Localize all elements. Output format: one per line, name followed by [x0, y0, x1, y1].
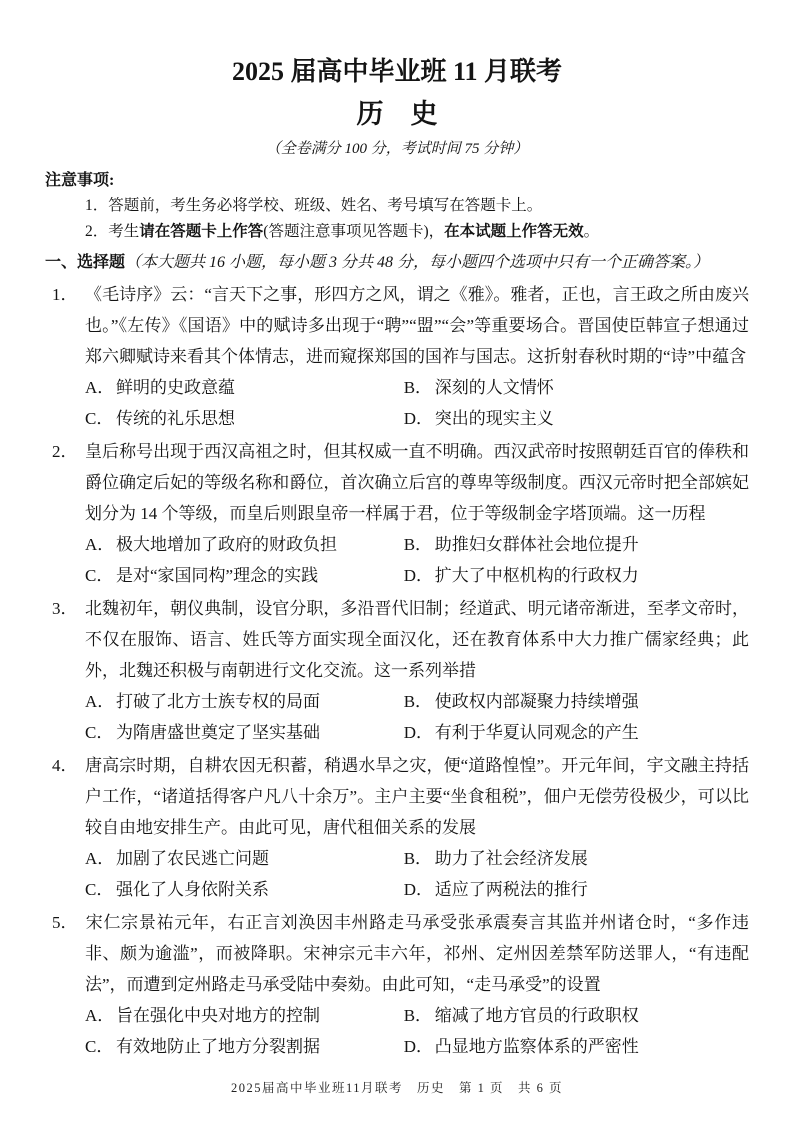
option-label: B．	[403, 692, 433, 711]
question-text: 北魏初年，朝仪典制，设官分职，多沿晋代旧制；经道武、明元诸帝渐进，至孝文帝时，不仅在服饰、语言、姓氏等方面实现全面汉化，还在教育体系中大力推广儒家经典；此外，北魏还积极与南朝进行文化交流。这一系列举措	[85, 599, 749, 680]
option-row	[85, 560, 749, 591]
option-row	[85, 1000, 749, 1031]
option-b	[404, 686, 749, 717]
question-number: 5．	[52, 913, 78, 932]
question-stem	[45, 907, 749, 1000]
option-a	[85, 372, 404, 403]
option-b	[404, 529, 749, 560]
option-text: 强化了人身依附关系	[116, 880, 269, 899]
question-stem	[45, 279, 749, 372]
question-2	[45, 436, 749, 591]
option-d	[404, 560, 749, 591]
option-label: C．	[85, 1037, 114, 1056]
option-a	[85, 686, 404, 717]
option-label: B．	[403, 378, 433, 397]
question-number: 4．	[52, 756, 78, 775]
question-text: 宋仁宗景祐元年，右正言刘涣因丰州路走马承受张承震奏言其监并州诸仓时，“多作违非、颇为逾滥”，而被降职。宋神宗元丰六年，祁州、定州因差禁军防送罪人，“有违配法”，而遭到定州路走马承受陆中奏劾。由此可知，“走马承受”的设置	[85, 913, 749, 994]
option-label: C．	[85, 880, 114, 899]
question-number: 1．	[52, 285, 78, 304]
notice-section	[45, 169, 749, 245]
option-text: 极大地增加了政府的财政负担	[116, 535, 337, 554]
question-text: 唐高宗时期，自耕农因无积蓄，稍遇水旱之灾，便“道路惶惶”。开元年间，宇文融主持括户工作，“诸道括得客户凡八十余万”。主户主要“坐食租税”，佃户无偿劳役极少，可以比较自由地安排生产。由此可见，唐代租佃关系的发展	[85, 756, 749, 837]
option-d	[404, 403, 749, 434]
subject-title: 历 史	[356, 99, 438, 129]
section-heading-title: 一、选择题	[45, 254, 126, 271]
page-footer: 2025届高中毕业班11月联考 历史 第 1 页 共 6 页	[230, 1081, 564, 1095]
notice-item-1: 1．答题前，考生务必将学校、班级、姓名、考号填写在答题卡上。	[85, 197, 543, 214]
question-stem	[45, 436, 749, 529]
option-label: D．	[403, 409, 433, 428]
option-row	[85, 686, 749, 717]
option-row	[85, 717, 749, 748]
notice-item-2	[85, 219, 749, 245]
option-label: A．	[85, 535, 115, 554]
question-text: 《毛诗序》云：“言天下之事，形四方之风，谓之《雅》。雅者，正也，言王政之所由废兴也。”《左传》《国语》中的赋诗多出现于“聘”“盟”“会”等重要场合。晋国使臣韩宣子想通过郑六卿赋诗来看其个体情志，进而窥探郑国的国祚与国志。这折射春秋时期的“诗”中蕴含	[85, 285, 749, 366]
option-a	[85, 843, 404, 874]
option-text: 旨在强化中央对地方的控制	[116, 1006, 320, 1025]
question-number: 3．	[52, 599, 78, 618]
option-label: D．	[403, 566, 433, 585]
option-text: 助推妇女群体社会地位提升	[434, 535, 639, 554]
option-label: C．	[85, 409, 114, 428]
option-b	[404, 372, 749, 403]
question-options	[45, 1000, 749, 1062]
option-text: 助力了社会经济发展	[434, 849, 588, 868]
option-label: A．	[85, 1006, 115, 1025]
option-label: C．	[85, 566, 114, 585]
option-row	[85, 843, 749, 874]
option-row	[85, 372, 749, 403]
option-label: B．	[403, 1006, 433, 1025]
option-b	[404, 1000, 749, 1031]
option-text: 使政权内部凝聚力持续增强	[434, 692, 639, 711]
section-heading-note: （本大题共 16 小题，每小题 3 分共 48 分，每小题四个选项中只有一个正确答案。）	[125, 254, 710, 271]
option-text: 打破了北方士族专权的局面	[116, 692, 320, 711]
question-number: 2．	[52, 442, 78, 461]
question-stem	[45, 593, 749, 686]
question-3	[45, 593, 749, 748]
section-heading	[45, 249, 749, 277]
question-4	[45, 750, 749, 905]
option-row	[85, 529, 749, 560]
notice-item-2-prefix: 2．考生	[85, 223, 140, 240]
option-label: D．	[403, 723, 433, 742]
option-row	[85, 874, 749, 905]
option-text: 缩减了地方官员的行政职权	[434, 1006, 639, 1025]
question-options	[45, 686, 749, 748]
option-text: 有效地防止了地方分裂割据	[116, 1037, 320, 1056]
option-b	[404, 843, 749, 874]
question-1	[45, 279, 749, 434]
option-d	[404, 874, 749, 905]
option-label: A．	[85, 378, 115, 397]
option-c	[85, 403, 404, 434]
notice-heading: 注意事项:	[45, 172, 115, 189]
option-label: A．	[85, 692, 115, 711]
option-text: 突出的现实主义	[434, 409, 554, 428]
question-options	[45, 529, 749, 591]
option-a	[85, 529, 404, 560]
option-label: D．	[403, 880, 433, 899]
option-d	[404, 717, 749, 748]
question-5	[45, 907, 749, 1062]
option-text: 凸显地方监察体系的严密性	[434, 1037, 639, 1056]
option-c	[85, 717, 404, 748]
option-text: 有利于华夏认同观念的产生	[434, 723, 639, 742]
option-text: 传统的礼乐思想	[116, 409, 235, 428]
notice-item-2-mid: (答题注意事项见答题卡)，	[263, 223, 445, 240]
option-text: 加剧了农民逃亡问题	[116, 849, 269, 868]
question-options	[45, 843, 749, 905]
option-label: D．	[403, 1037, 433, 1056]
option-text: 为隋唐盛世奠定了坚实基础	[116, 723, 320, 742]
option-c	[85, 560, 404, 591]
notice-item-2-bold-1: 请在答题卡上作答	[139, 223, 264, 240]
option-a	[85, 1000, 404, 1031]
option-label: B．	[403, 535, 433, 554]
page-title: 2025 届高中毕业班 11 月联考	[231, 57, 563, 86]
question-stem	[45, 750, 749, 843]
notice-item-2-end: 。	[583, 223, 600, 240]
exam-info: （全卷满分 100 分，考试时间 75 分钟）	[265, 141, 529, 157]
option-c	[85, 874, 404, 905]
option-row	[85, 403, 749, 434]
option-text: 是对“家国同构”理念的实践	[116, 566, 319, 585]
notice-item-2-bold-2: 在本试题上作答无效	[444, 223, 584, 240]
option-text: 鲜明的史政意蕴	[116, 378, 235, 397]
question-text: 皇后称号出现于西汉高祖之时，但其权威一直不明确。西汉武帝时按照朝廷百官的俸秩和爵位确定后妃的等级名称和爵位，首次确立后宫的尊卑等级制度。西汉元帝时把全部嫔妃划分为 14 个等级，而皇后则跟皇帝一样属于君，位于等级制金字塔顶端。这一历程	[85, 442, 749, 523]
option-text: 深刻的人文情怀	[434, 378, 554, 397]
option-text: 适应了两税法的推行	[434, 880, 588, 899]
question-options	[45, 372, 749, 434]
option-d	[404, 1031, 749, 1062]
option-text: 扩大了中枢机构的行政权力	[434, 566, 639, 585]
option-label: A．	[85, 849, 115, 868]
option-label: C．	[85, 723, 114, 742]
option-c	[85, 1031, 404, 1062]
option-row	[85, 1031, 749, 1062]
option-label: B．	[403, 849, 433, 868]
